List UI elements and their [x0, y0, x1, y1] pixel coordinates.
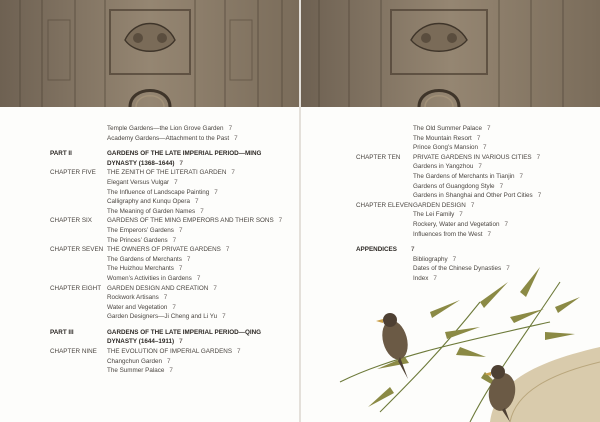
toc-section-label: CHAPTER EIGHT	[50, 284, 102, 292]
toc-entry-title: DYNASTY (1644–1911)	[107, 338, 175, 346]
toc-page-number: 7	[537, 192, 542, 200]
toc-entry-title: The Summer Palace	[107, 367, 165, 375]
toc-page-number: 7	[179, 338, 183, 346]
toc-page-number: 7	[186, 255, 191, 263]
toc-page-number: 7	[411, 246, 415, 254]
toc-section-label: PART III	[50, 328, 74, 336]
toc-entry-title: GARDEN DESIGN	[413, 201, 466, 209]
toc-page-number: 7	[179, 159, 183, 167]
toc-entry-title: Bibliography	[413, 255, 448, 263]
toc-entry-title: Academy Gardens—Attachment to the Past	[107, 134, 230, 142]
toc-entry-title: THE OWNERS OF PRIVATE GARDENS	[107, 246, 221, 254]
carved-wooden-door-photo	[0, 0, 299, 107]
toc-entry-title: PRIVATE GARDENS IN VARIOUS CITIES	[413, 153, 532, 161]
toc-page-number: 7	[222, 313, 226, 321]
toc-section-label: CHAPTER SEVEN	[50, 246, 104, 254]
toc-entry-title: The Huizhou Merchants	[107, 265, 174, 273]
toc-page-number: 7	[194, 198, 199, 206]
toc-page-number: 7	[459, 211, 463, 219]
toc-entry-title: Temple Gardens—the Lion Grove Garden	[107, 125, 224, 132]
toc-entry-title: Water and Vegetation	[107, 303, 168, 311]
left-page	[0, 0, 299, 422]
toc-page-number: 7	[486, 125, 491, 132]
toc-entry-title: Dates of the Chinese Dynasties	[413, 265, 502, 273]
toc-page-number: 7	[536, 153, 541, 161]
toc-page-number: 7	[476, 134, 481, 142]
toc-page-number: 7	[163, 294, 168, 302]
toc-page-number: 7	[278, 217, 283, 225]
toc-page-number: 7	[172, 303, 176, 311]
toc-entry-title: The Gardens of Merchants in Tianjin	[413, 172, 515, 180]
toc-page-number: 7	[178, 226, 183, 234]
toc-entry-title: Gardens in Shanghai and Other Port Cities	[413, 192, 533, 200]
toc-entry-title: GARDEN DESIGN AND CREATION	[107, 284, 209, 292]
toc-page-number: 7	[178, 265, 183, 273]
toc-page-number: 7	[470, 201, 475, 209]
toc-page-number: 7	[433, 274, 437, 282]
toc-entry-title: Gardens of Guangdong Style	[413, 182, 495, 190]
carved-wooden-door-photo	[301, 0, 600, 107]
toc-entry-title: THE ZENITH OF THE LITERATI GARDEN	[107, 169, 227, 177]
toc-page-number: 7	[213, 284, 217, 292]
toc-entry-title: DYNASTY (1368–1644)	[107, 159, 175, 167]
toc-entry-title: GARDENS OF THE LATE IMPERIAL PERIOD—QING	[107, 328, 262, 336]
toc-section-label: PART II	[50, 150, 72, 158]
toc-page-number: 7	[504, 220, 508, 228]
toc-section-label: CHAPTER FIVE	[50, 169, 96, 177]
toc-page-number: 7	[452, 255, 457, 263]
toc-section-label: CHAPTER SIX	[50, 217, 92, 225]
toc-entry-title: GARDENS OF THE MING EMPERORS AND THEIR SONS	[107, 217, 274, 225]
toc-entry-title: The Meaning of Garden Names	[107, 207, 196, 215]
toc-page-number: 7	[228, 125, 233, 132]
toc-entry-title: The Influence of Landscape Painting	[107, 188, 210, 196]
toc-entry-title: The Mountain Resort	[413, 134, 472, 142]
toc-page-number: 7	[231, 169, 235, 177]
toc-page-number: 7	[196, 274, 201, 282]
toc-page-number: 7	[237, 348, 241, 356]
toc-page-number: 7	[200, 207, 204, 215]
bird-upper	[376, 313, 412, 379]
toc-section-label: APPENDICES	[356, 246, 397, 254]
toc-entry-title: Index	[413, 274, 429, 282]
toc-page-number: 7	[169, 367, 173, 375]
toc-page-number: 7	[478, 163, 482, 171]
toc-entry-title: Elegant Versus Vulgar	[107, 178, 170, 186]
birds-on-bamboo-illustration	[320, 262, 600, 422]
toc-entry-title: The Old Summer Palace	[413, 125, 482, 132]
toc-entry-title: Rockery, Water and Vegetation	[413, 220, 500, 228]
toc-entry-title: GARDENS OF THE LATE IMPERIAL PERIOD—MING	[107, 150, 262, 158]
toc-entry-title: Rockwork Artisans	[107, 294, 159, 302]
toc-entry-title: THE EVOLUTION OF IMPERIAL GARDENS	[107, 348, 233, 356]
toc-page-number: 7	[487, 230, 492, 238]
toc-entry-title: The Emperors’ Gardens	[107, 226, 174, 234]
toc-page-number: 7	[174, 178, 178, 186]
toc-entry-title: Changchun Garden	[107, 357, 162, 365]
toc-entry-title: Prince Gong’s Mansion	[413, 144, 478, 152]
toc-page-number: 7	[483, 144, 487, 152]
toc-page-number: 7	[172, 236, 177, 244]
toc-page-number: 7	[499, 182, 504, 190]
toc-page-number: 7	[166, 357, 171, 365]
toc-entry-title: Influences from the West	[413, 230, 483, 238]
toc-entry-title: The Princes’ Gardens	[107, 236, 168, 244]
toc-entry-title: The Lei Family	[413, 211, 455, 219]
toc-section-label: CHAPTER NINE	[50, 348, 97, 356]
toc-page-number: 7	[225, 246, 230, 254]
toc-entry-title: Women’s Activities in Gardens	[107, 274, 192, 282]
toc-page-number: 7	[519, 172, 524, 180]
toc-page-number: 7	[234, 134, 238, 142]
toc-entry-title: Calligraphy and Kunqu Opera	[107, 198, 190, 206]
toc-entry-title: Gardens in Yangzhou	[413, 163, 474, 171]
toc-page-number: 7	[506, 265, 510, 273]
toc-section-label: CHAPTER TEN	[356, 153, 401, 161]
toc-page-number: 7	[214, 188, 218, 196]
toc-entry-title: Garden Designers—Ji Cheng and Li Yu	[107, 313, 218, 321]
toc-entry-title: The Gardens of Merchants	[107, 255, 182, 263]
toc-section-label: CHAPTER ELEVEN	[356, 201, 413, 209]
